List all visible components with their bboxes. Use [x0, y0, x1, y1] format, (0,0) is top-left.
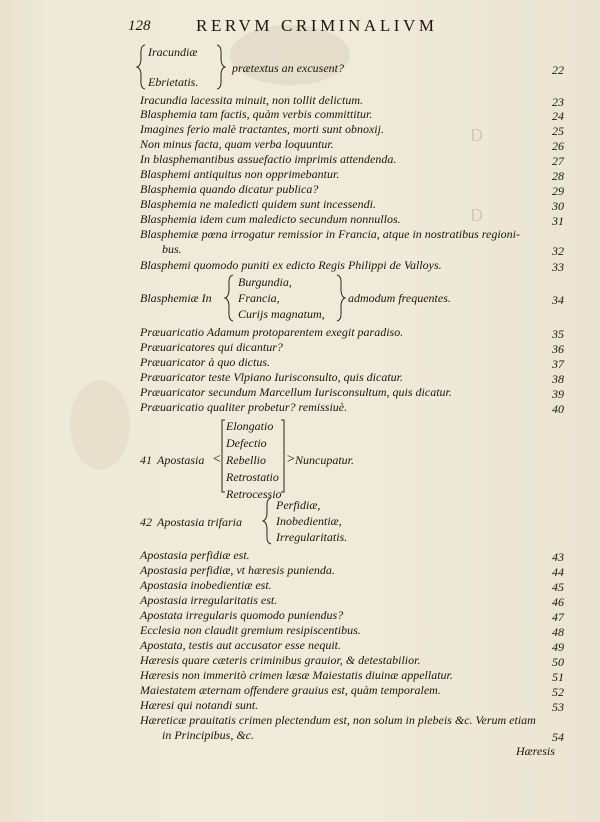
entry-number: 31: [552, 214, 564, 228]
index-entry: Hæreticæ prauitatis crimen plectendum est, non solum in plebeis &c. Verum etiam: [140, 713, 536, 727]
brace-lead: Apostasia: [157, 453, 205, 467]
entry-number: 46: [552, 595, 564, 609]
index-entry: Non minus facta, quam verba loquuntur.: [140, 137, 334, 151]
index-entry: Ecclesia non claudit gremium resipiscentibus.: [140, 623, 361, 637]
index-entry: Imagines ferio malè tractantes, morti sunt obnoxij.: [140, 122, 384, 136]
index-entry: Præuaricator teste Vlpiano Iurisconsulto, quis dicatur.: [140, 370, 403, 384]
index-entry: Blasphemi quomodo puniti ex edicto Regis Philippi de Valloys.: [140, 258, 442, 272]
right-brace-icon: [336, 274, 346, 322]
brace-item: Francia,: [238, 291, 280, 305]
entry-number: 24: [552, 109, 564, 123]
brace-item: Retrocessio: [226, 487, 282, 501]
left-angle-brace-icon: <: [212, 452, 222, 467]
entry-number: 52: [552, 685, 564, 699]
index-entry: Blasphemi antiquitus non opprimebantur.: [140, 167, 340, 181]
entry-number: 37: [552, 357, 564, 371]
brace-item: Defectio: [226, 436, 267, 450]
index-entry: Præuaricator secundum Marcellum Iurisconsultum, quis dicatur.: [140, 385, 452, 399]
entry-number: 53: [552, 700, 564, 714]
index-entry: Apostasia irregularitatis est.: [140, 593, 278, 607]
entry-number: 39: [552, 387, 564, 401]
entry-number: 51: [552, 670, 564, 684]
index-entry: Iracundia lacessita minuit, non tollit delictum.: [140, 93, 363, 107]
entry-number: 32: [552, 244, 564, 258]
entry-number-inline: 41: [140, 453, 152, 467]
entry-number: 29: [552, 184, 564, 198]
right-angle-brace-icon: >: [286, 452, 296, 467]
brace-lead: Apostasia trifaria: [157, 515, 243, 529]
index-entry: Apostasia perfidiæ, vt hæresis punienda.: [140, 563, 335, 577]
left-brace-icon: [136, 44, 148, 90]
entry-number: 45: [552, 580, 564, 594]
brace-item: Inobedientiæ,: [276, 514, 342, 528]
index-entry: bus.: [162, 242, 182, 256]
index-entry: Maiestatem æternam offendere grauius est, quàm temporalem.: [140, 683, 441, 697]
right-brace-icon: [216, 44, 226, 90]
brace-continuation: admodum frequentes.: [348, 291, 451, 305]
index-entry: In blasphemantibus assuefactio imprimis attendenda.: [140, 152, 397, 166]
brace-continuation: Nuncupatur.: [295, 453, 355, 467]
entry-number: 43: [552, 550, 564, 564]
catchword: Hæresis: [516, 744, 555, 758]
entry-number: 36: [552, 342, 564, 356]
index-entry: Præuaricatio Adamum protoparentem exegit paradiso.: [140, 325, 404, 339]
index-entry: Blasphemiæ pœna irrogatur remissior in Francia, atque in nostratibus regioni-: [140, 227, 521, 241]
brace-item: Curijs magnatum,: [238, 307, 325, 321]
entry-number: 50: [552, 655, 564, 669]
entry-number: 44: [552, 565, 564, 579]
index-entry: Apostasia perfidiæ est.: [140, 548, 250, 562]
entry-number: 48: [552, 625, 564, 639]
brace-lead: Blasphemiæ In: [140, 291, 212, 305]
index-entry: Blasphemia idem cum maledicto secundum nonnullos.: [140, 212, 401, 226]
entry-number: 34: [552, 293, 564, 307]
bleed-through-mark: D: [470, 205, 483, 225]
index-entry: Apostasia inobedientiæ est.: [140, 578, 272, 592]
index-entry: Hæresis quare cæteris criminibus grauior, & detestabilior.: [140, 653, 421, 667]
index-entry: Præuaricator à quo dictus.: [140, 355, 271, 369]
index-entry: Hæresis non immeritò crimen læsæ Maiestatis diuinæ appellatur.: [140, 668, 453, 682]
entry-number: 47: [552, 610, 564, 624]
index-entry: in Principibus, &c.: [162, 728, 254, 742]
entry-number: 35: [552, 327, 564, 341]
index-entry: Blasphemia ne maledicti quidem sunt incessendi.: [140, 197, 376, 211]
entry-number: 25: [552, 124, 564, 138]
brace-item: Iracundiæ: [148, 45, 198, 59]
left-brace-icon: [262, 497, 274, 545]
entry-number: 49: [552, 640, 564, 654]
entry-number: 30: [552, 199, 564, 213]
entry-number: 38: [552, 372, 564, 386]
entry-number: 22: [552, 63, 564, 77]
brace-item: Elongatio: [226, 419, 274, 433]
entry-number: 28: [552, 169, 564, 183]
index-entry: Blasphemia tam factis, quàm verbis committitur.: [140, 107, 373, 121]
index-entry: Apostata, testis aut accusator esse nequit.: [140, 638, 341, 652]
brace-item: Ebrietatis.: [148, 75, 199, 89]
brace-item: Retrostatio: [226, 470, 279, 484]
running-title: RERVM CRIMINALIVM: [196, 16, 438, 35]
entry-number: 54: [552, 730, 564, 744]
brace-item: Burgundia,: [238, 275, 292, 289]
folio-number: 128: [128, 18, 151, 34]
entry-number: 40: [552, 402, 564, 416]
entry-number-inline: 42: [140, 515, 152, 529]
brace-item: Irregularitatis.: [276, 530, 348, 544]
brace-item: Perfidiæ,: [276, 498, 321, 512]
brace-item: Rebellio: [226, 453, 266, 467]
entry-number: 23: [552, 95, 564, 109]
index-entry: Præuaricatores qui dicantur?: [140, 340, 283, 354]
left-brace-icon: [224, 274, 236, 322]
bleed-through-mark: D: [470, 125, 483, 145]
index-entry: Præuaricatio qualiter probetur? remissiuè.: [140, 400, 348, 414]
entry-number: 26: [552, 139, 564, 153]
entry-number: 33: [552, 260, 564, 274]
index-entry: Hæresi qui notandi sunt.: [140, 698, 259, 712]
brace-continuation: prætextus an excusent?: [232, 61, 344, 75]
entry-number: 27: [552, 154, 564, 168]
index-entry: Apostata irregularis quomodo puniendus?: [140, 608, 344, 622]
index-entry: Blasphemia quando dicatur publica?: [140, 182, 319, 196]
